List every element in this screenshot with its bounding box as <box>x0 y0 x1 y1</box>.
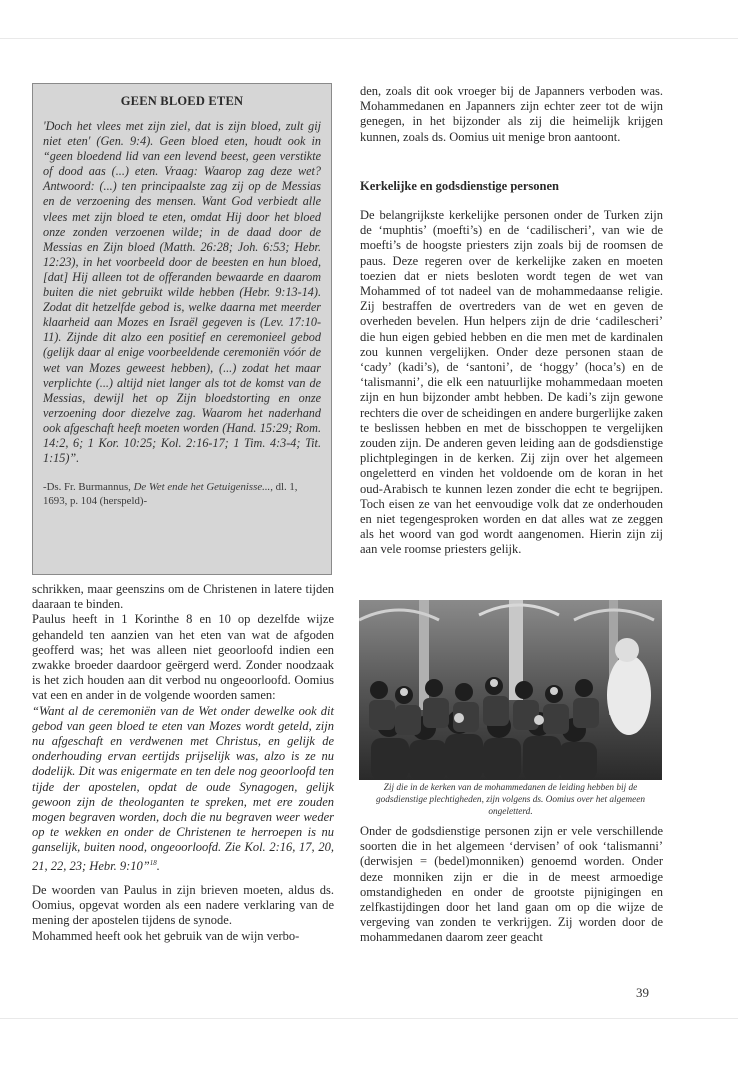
blockquote-text: “Want al de ceremoniën van de Wet onder dewelke ook dit gebod van geen bloed te eten van Mozes wordt geteld, zijn nu afgeschaft en verdwenen met Christus, en gelijk de onderhouding ervan eertijds prijselijk was, alzo is ze nu dodelijk. Dit was enigermate en ten dele nog geoorloofd ten tijde der apostelen, opdat de oude Synagogen, gelijk gewoon zijn de theologanten te spreken, met ere zouden mogen begraven worden, doch die nu begraven weer weder op te wekken en onder de Christenen te herroepen is nu ganselijk, buiten nood, ongeoorloofd. Zie Kol. 2:16, 17, 20, 21, 22, 23; Hebr. 9:10” <box>32 703 334 873</box>
sidebar-box-geen-bloed-eten <box>32 83 332 575</box>
left-paragraph-2: Paulus heeft in 1 Korinthe 8 en 10 op dezelfde wijze gehandeld ten aanzien van het eten van wat de afgoden geofferd was; het was alleen niet geoorloofd indien een zwakke broeder daardoor geërgerd werd. Zonder noodzaak is het zich houden aan dit verbod nu ongeoorloofd. Oomius vat een en ander in de volgende woorden samen: <box>32 612 334 703</box>
right-paragraph-3: Onder de godsdienstige personen zijn er vele verschillende soorten die in het algemeen ‘dervisen’ of ook ‘talismanni’ (derwisjen = (bedel)monniken) genoemd worden. Onder deze monniken zijn er die in de meest armoedige omstandigheden en onder de grootste pijnigingen en zelfkastijdingen door het land gaan om op die wijze de vergeving van zonden te verkrijgen. Zij worden door de mohammedanen daarom zeer geacht <box>360 824 663 945</box>
mosque-photo-illustration <box>359 600 662 780</box>
left-column <box>32 582 334 944</box>
scan-edge-top <box>0 38 738 39</box>
left-paragraph-4: Mohammed heeft ook het gebruik van de wijn verbo- <box>32 928 300 943</box>
box-source <box>43 480 321 508</box>
box-title: GEEN BLOED ETEN <box>120 94 244 108</box>
source-details: , dl. 1, 1693, p. 104 (herspeld)- <box>43 481 298 508</box>
source-author: -Ds. Fr. Burmannus, <box>43 481 131 494</box>
section-heading: Kerkelijke en godsdienstige personen <box>360 178 559 193</box>
right-column <box>360 84 663 558</box>
right-column-lower <box>360 824 663 946</box>
left-paragraph-3: De woorden van Paulus in zijn brieven moeten, aldus ds. Oomius, opgevat worden als een nadere verklaring van de mening der apostelen tijdens de synode. <box>32 883 334 928</box>
source-title: De Wet ende het Getuigenisse... <box>133 481 271 494</box>
footnote-marker: 18 <box>149 858 157 867</box>
left-paragraph-1: schrikken, maar geenszins om de Christenen in latere tijden daaraan te binden. <box>32 582 334 612</box>
photo-caption: Zij die in de kerken van de mohammedanen de leiding hebben bij de godsdienstige plechtigheden, zijn volgens ds. Oomius over het algemeen ongeletterd. <box>375 783 646 817</box>
box-quote: 'Doch het vlees met zijn ziel, dat is zijn bloed, zult gij niet eten' (Gen. 9:4). Geen bloed eten, houdt ook in “geen bloedend lid van een levend beest, geen verstikte of dood aas (...) eten. Vraag: Waarop zag deze wet? Antwoord: (...) ten principaalste zag zij op de Messias en de verzoening des mensen. Want God verbiedt alle vlees met zijn bloed te eten, omdat Hij door het bloed onze zonden verzoenen wilde; in de daad door de Messias en Zijn bloed (Matth. 26:28; Joh. 6:53; Hebr. 12:23), in het voorbeeld door de beesten en hun bloed, [dat] Hij alleen tot de offeranden bewaarde en daarom buiten die niet gebruikt wilde hebben (Hebr. 9:13-14). Zodat dit hetzelfde gebod is, welke daarna met meerder klaarheid aan Mozes en Israël gegeven is (Lev. 17:10-11). Zijnde dit alzo een positief en ceremonieel gebod (gelijk daar al enige voorbeeldende ceremoniën vóór de wet van Mozes geweest hebben), (...) zodat het maar verplichte (...) altijd niet langer als tot de komst van de Messias, dewijl het op Zijn bloedstorting en onze verzoening door diezelve zag. Waarom het naderhand ook afgeschaft heeft moeten worden (Hand. 15:29; Rom. 14:2, 6; 1 Kor. 10:25; Kol. 2:16-17; 1 Tim. 4:3-4; Tit. 1:15)”. <box>43 119 321 466</box>
right-paragraph-2: De belangrijkste kerkelijke personen onder de Turken zijn de ‘muphtis’ (moefti’s) en de ‘cadilischeri’, van wie de moefti’s de hoogste priesters zijn zoals bij de roomsen de paus. Deze regeren over de kerkelijke zaken en moeten toezien dat er niets besloten wordt tegen de wet van Mohammed of tot nadeel van de mohammedaanse religie. Zij bestraffen de overtreders van de wet en geven de overheden bevelen. Hun helpers zijn de drie ‘cadilescheri’ die hun eigen gebied hebben en die men met de kardinalen zou kunnen vergelijken. Onder deze personen staan de ‘cady’ (kadi’s), de ‘santoni’, de ‘hoggy’ (hoca’s) en de ‘talismanni’, die elk een natuurlijke mohammedaan moeten zijn en hun bijzonder ambt hebben. De kadi’s zijn gewone rechters die over de scheidingen en andere burgerlijke zaken te beslissen hebben en met de bisschoppen te vergelijken zouden zijn. De anderen geven leiding aan de godsdienstige plichtplegingen in de kerken. Zij zijn over het algemeen ongeletterd en vinden het voldoende om de koran in het oud-Arabisch te kunnen lezen zonder die echt te begrijpen. Toch eisen ze van het eenvoudige volk dat ze onderhouden en niet tegengesproken worden en dat alles wat ze zeggen als het woord van god wordt aangenomen. Hierin zijn zij aan vele roomse priesters gelijk. <box>360 208 663 557</box>
page-number: 39 <box>636 985 649 1000</box>
scan-edge-bottom <box>0 1018 738 1019</box>
right-paragraph-1: den, zoals dit ook vroeger bij de Japanners verboden was. Mohammedanen en Japanners zijn echter zeer tot de wijn genegen, in het bijzonder als zij die heimelijk krijgen kunnen, zoals ds. Oomius uit menige bron aantoont. <box>360 84 663 144</box>
left-blockquote: “Want al de ceremoniën van de Wet onder dewelke ook dit gebod van geen bloed te eten van Mozes wordt geteld, zijn nu afgeschaft en verdwenen met Christus, en gelijk de onderhouding ervan eertijds prijselijk was, alzo is ze nu dodelijk. Dit was enigermate en ten dele nog geoorloofd ten tijde der apostelen, opdat de oude Synagogen, gelijk gewoon zijn de theologanten te spreken, met ere zouden mogen begraven worden, doch die nu begraven weer weder op te wekken en onder de Christenen te herroepen is nu ganselijk, buiten nood, ongeoorloofd. Zie Kol. 2:16, 17, 20, 21, 22, 23; Hebr. 9:10”$^{18}$. <box>32 703 334 873</box>
mosque-photo <box>359 600 662 780</box>
